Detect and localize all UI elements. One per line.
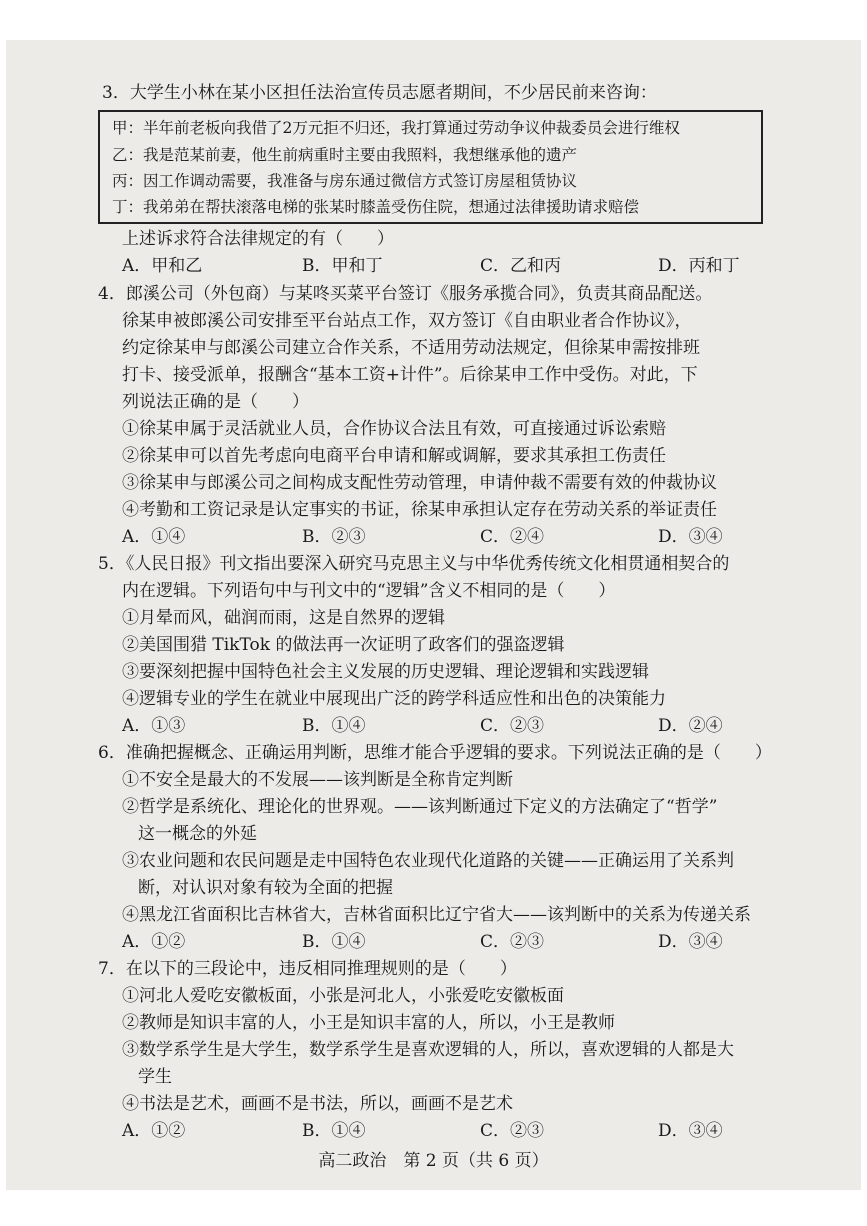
exam-page — [6, 40, 861, 1190]
q5-option-d: D．②④ — [658, 716, 723, 736]
q7-option-d: D．③④ — [658, 1121, 723, 1141]
q3-option-b: B．甲和丁 — [302, 256, 383, 276]
q3-box-line-4: 丁：我弟弟在帮扶滚落电梯的张某时膝盖受伤住院，想通过法律援助请求赔偿 — [112, 198, 640, 216]
q7-option-b: B．①④ — [302, 1121, 366, 1141]
scanned-sheet — [6, 40, 861, 1190]
q3-consultation-box — [98, 110, 763, 224]
q5-line-2: 内在逻辑。下列语句中与刊文中的“逻辑”含义不相同的是（ ） — [122, 581, 616, 601]
q3-box-line-3: 丙：因工作调动需要，我准备与房东通过微信方式签订房屋租赁协议 — [112, 172, 578, 190]
q4-item-2: ②徐某申可以首先考虑向电商平台申请和解或调解，要求其承担工伤责任 — [122, 446, 666, 466]
page-footer: 高二政治 第 2 页（共 6 页） — [318, 1151, 549, 1171]
q5-item-4: ④逻辑专业的学生在就业中展现出广泛的跨学科适应性和出色的决策能力 — [122, 689, 666, 709]
q3-option-d: D．丙和丁 — [658, 256, 740, 276]
q4-option-c: C．②④ — [480, 527, 545, 547]
q5-option-c: C．②③ — [480, 716, 545, 736]
q5-option-b: B．①④ — [302, 716, 366, 736]
q4-item-3: ③徐某申与郎溪公司之间构成支配性劳动管理，申请仲裁不需要有效的仲裁协议 — [122, 473, 717, 493]
q6-option-d: D．③④ — [658, 932, 723, 952]
q4-option-a: A．①④ — [122, 527, 186, 547]
q3-option-c: C．乙和丙 — [480, 256, 562, 276]
q5-line-1: 5．《人民日报》刊文指出要深入研究马克思主义与中华优秀传统文化相贯通相契合的 — [98, 554, 730, 574]
q4-line-2: 徐某申被郎溪公司安排至平台站点工作，双方签订《自由职业者合作协议》， — [122, 311, 692, 331]
q4-item-4: ④考勤和工资记录是认定事实的书证，徐某申承担认定存在劳动关系的举证责任 — [122, 500, 717, 520]
q5-item-2: ②美国围猎 TikTok 的做法再一次证明了政客们的强盗逻辑 — [122, 635, 565, 655]
q6-item-2-cont: 这一概念的外延 — [138, 824, 257, 844]
q7-item-3-cont: 学生 — [138, 1067, 172, 1087]
q4-line-1: 4．郎溪公司（外包商）与某咚买菜平台签订《服务承揽合同》，负责其商品配送。 — [98, 284, 713, 304]
q6-option-b: B．①④ — [302, 932, 366, 952]
q7-item-2: ②教师是知识丰富的人，小王是知识丰富的人，所以，小王是教师 — [122, 1013, 615, 1033]
q4-item-1: ①徐某申属于灵活就业人员，合作协议合法且有效，可直接通过诉讼索赔 — [122, 419, 666, 439]
q7-option-c: C．②③ — [480, 1121, 545, 1141]
q7-item-4: ④书法是艺术，画画不是书法，所以，画画不是艺术 — [122, 1094, 513, 1114]
q5-item-3: ③要深刻把握中国特色社会主义发展的历史逻辑、理论逻辑和实践逻辑 — [122, 662, 649, 682]
q6-item-3-cont: 断，对认识对象有较为全面的把握 — [138, 878, 393, 898]
q3-box-line-2: 乙：我是范某前妻，他生前病重时主要由我照料，我想继承他的遗产 — [112, 146, 578, 164]
q6-item-2: ②哲学是系统化、理论化的世界观。——该判断通过下定义的方法确定了“哲学” — [122, 797, 718, 817]
q5-item-1: ①月晕而风，础润而雨，这是自然界的逻辑 — [122, 608, 445, 628]
q3-question: 上述诉求符合法律规定的有（ ） — [122, 229, 394, 249]
q3-box-line-1: 甲：半年前老板向我借了2万元拒不归还，我打算通过劳动争议仲裁委员会进行维权 — [112, 119, 680, 137]
q7-stem: 7．在以下的三段论中，违反相同推理规则的是（ ） — [98, 959, 517, 979]
q7-option-a: A．①② — [122, 1121, 186, 1141]
q7-item-1: ①河北人爱吃安徽板面，小张是河北人，小张爱吃安徽板面 — [122, 986, 564, 1006]
q3-stem: 3．大学生小林在某小区担任法治宣传员志愿者期间，不少居民前来咨询： — [102, 83, 657, 103]
q6-item-4: ④黑龙江省面积比吉林省大，吉林省面积比辽宁省大——该判断中的关系为传递关系 — [122, 905, 751, 925]
q4-option-d: D．③④ — [658, 527, 723, 547]
q6-option-a: A．①② — [122, 932, 186, 952]
q4-line-4: 打卡、接受派单，报酬含“基本工资+计件”。后徐某申工作中受伤。对此，下 — [122, 365, 698, 385]
q6-stem: 6．准确把握概念、正确运用判断，思维才能合乎逻辑的要求。下列说法正确的是（ ） — [98, 743, 772, 763]
q5-option-a: A．①③ — [122, 716, 186, 736]
q4-line-5: 列说法正确的是（ ） — [122, 392, 309, 412]
q3-option-a: A．甲和乙 — [122, 256, 203, 276]
q7-item-3: ③数学系学生是大学生，数学系学生是喜欢逻辑的人，所以，喜欢逻辑的人都是大 — [122, 1040, 734, 1060]
q4-line-3: 约定徐某申与郎溪公司建立合作关系，不适用劳动法规定，但徐某申需按排班 — [122, 338, 700, 358]
q6-option-c: C．②③ — [480, 932, 545, 952]
q6-item-1: ①不安全是最大的不发展——该判断是全称肯定判断 — [122, 770, 513, 790]
q4-option-b: B．②③ — [302, 527, 366, 547]
q6-item-3: ③农业问题和农民问题是走中国特色农业现代化道路的关键——正确运用了关系判 — [122, 851, 734, 871]
